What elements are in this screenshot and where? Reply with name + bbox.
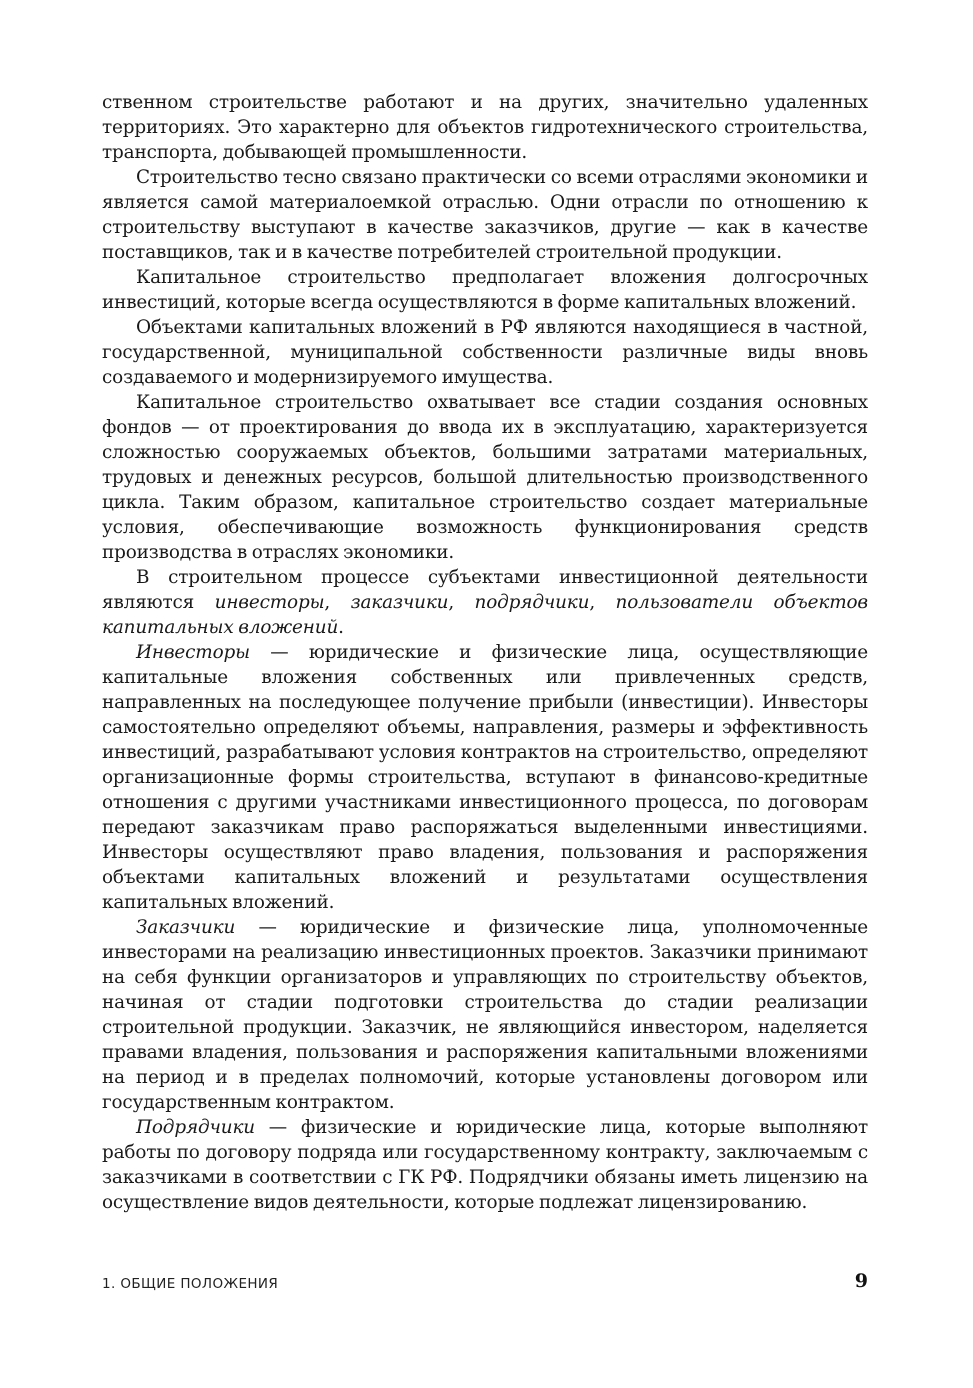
paragraph-text: ственном строительстве работают и на других, значительно удаленных территориях. Это характерно для объектов гидротехнического строительства, транспорта, добывающей промышленности. — [102, 92, 868, 163]
body-paragraph — [102, 1115, 868, 1215]
paragraph-text: Объектами капитальных вложений в РФ являются находящиеся в частной, государственной, муниципальной собственности различные виды вновь создаваемого и модернизируемого имущества. — [102, 317, 868, 388]
paragraph-text: — физические и юридические лица, которые выполняют работы по договору подряда или государственному контракту, заключаемым с заказчиками в соответствии с ГК РФ. Подрядчики обязаны иметь лицензию на осуществление видов деятельности, которые подлежат лицензированию. — [102, 1117, 868, 1213]
italic-term: подрядчики — [474, 592, 590, 613]
body-paragraph — [102, 565, 868, 640]
body-paragraph — [102, 165, 868, 265]
paragraph-text: , — [589, 592, 616, 613]
italic-term: заказчики — [350, 592, 449, 613]
italic-term: Заказчики — [136, 917, 236, 938]
paragraph-text: . — [338, 617, 344, 638]
italic-term: Подрядчики — [136, 1117, 255, 1138]
paragraph-text: Капитальное строительство предполагает вложения долгосрочных инвестиций, которые всегда осуществляются в форме капитальных вложений. — [102, 267, 868, 313]
paragraph-text: Капитальное строительство охватывает все стадии создания основных фондов — от проектирования до ввода их в эксплуатацию, характеризуется сложностью сооружаемых объектов, большими затратами материальных, трудовых и денежных ресурсов, большой длительностью производственного цикла. Таким образом, капитальное строительство создает материальные условия, обеспечивающие возможность функционирования средств производства в отраслях экономики. — [102, 392, 868, 563]
paragraph-text: , — [324, 592, 351, 613]
body-paragraph — [102, 265, 868, 315]
italic-term: пользователи объектов капитальных вложений — [102, 592, 868, 638]
body-paragraph — [102, 915, 868, 1115]
body-paragraph — [102, 390, 868, 565]
body-paragraph — [102, 315, 868, 390]
paragraph-text: — юридические и физические лица, уполномоченные инвесторами на реализацию инвестиционных проектов. Заказчики принимают на себя функции организаторов и управляющих по строительству объектов, начиная от стадии подготовки строительства до стадии реализации строительной продукции. Заказчик, не являющийся инвестором, наделяется правами владения, пользования и распоряжения капитальными вложениями на период и в пределах полномочий, которые установлены договором или государственным контрактом. — [102, 917, 868, 1113]
page-number: 9 — [854, 1270, 868, 1292]
italic-term: инвесторы — [214, 592, 325, 613]
paragraph-text: Строительство тесно связано практически со всеми отраслями экономики и является самой материалоемкой отраслью. Одни отрасли по отношению к строительству выступают в качестве заказчиков, другие — как в качестве поставщиков, так и в качестве потребителей строительной продукции. — [102, 167, 868, 263]
paragraph-text: В строительном процессе субъектами инвестиционной деятельности являются — [102, 567, 868, 613]
paragraph-text: , — [448, 592, 475, 613]
body-paragraph — [102, 90, 868, 165]
paragraph-text: — юридические и физические лица, осуществляющие капитальные вложения собственных или привлеченных средств, направленных на последующее получение прибыли (инвестиции). Инвесторы самостоятельно определяют объемы, направления, размеры и эффективность инвестиций, разрабатывают условия контрактов на строительство, определяют организационные формы строительства, вступают в финансово-кредитные отношения с другими участниками инвестиционного процесса, по договорам передают заказчикам право распоряжаться выделенными инвестициями. Инвесторы осуществляют право владения, пользования и распоряжения объектами капитальных вложений и результатами осуществления капитальных вложений. — [102, 642, 868, 913]
page-footer — [102, 1270, 868, 1296]
italic-term: Инвесторы — [136, 642, 250, 663]
running-head: 1. ОБЩИЕ ПОЛОЖЕНИЯ — [102, 1276, 279, 1292]
body-paragraph — [102, 640, 868, 915]
page-body — [102, 90, 868, 1215]
